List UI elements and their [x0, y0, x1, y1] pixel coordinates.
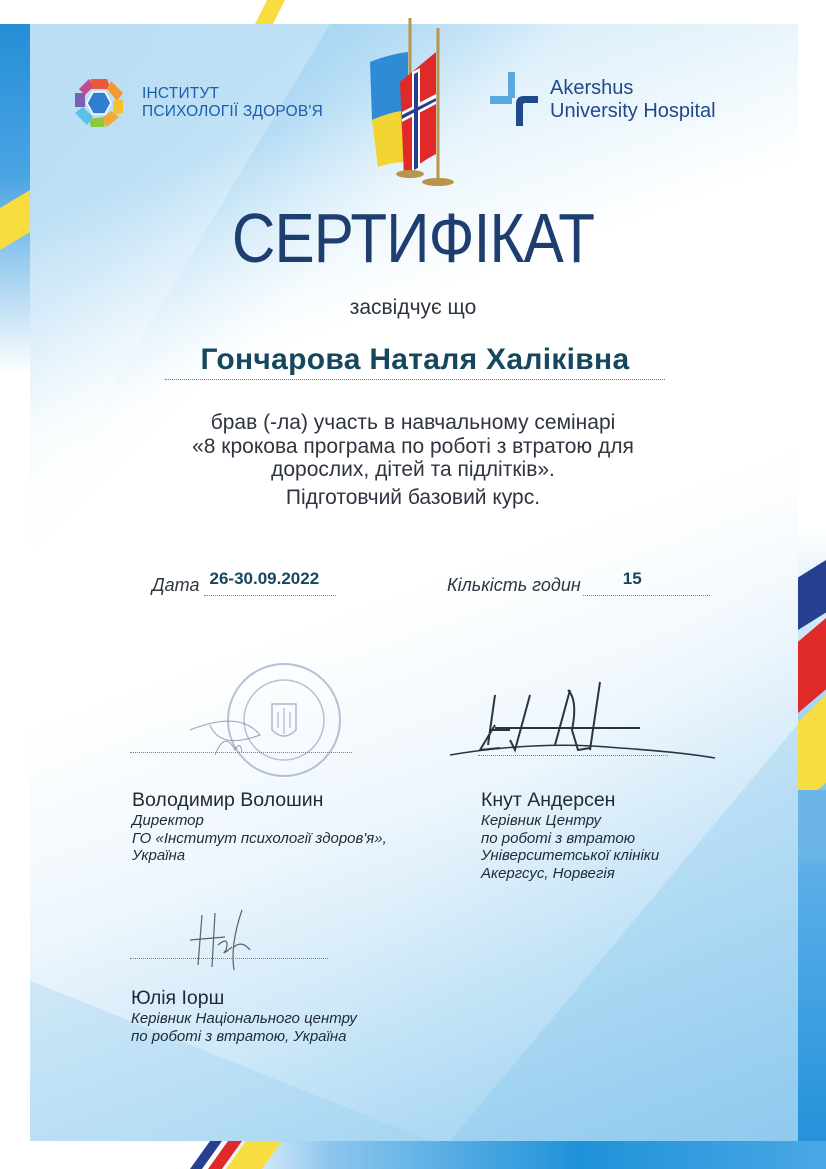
- left-border: [0, 0, 30, 1169]
- signer-role: ГО «Інститут психології здоров'я»,: [132, 829, 387, 847]
- signer-name: Володимир Волошин: [132, 789, 324, 811]
- signer-name: Кнут Андерсен: [481, 789, 616, 811]
- signature-line: [130, 958, 328, 959]
- certifies-text: засвідчує що: [349, 296, 477, 319]
- flag-stripes-bottom: [180, 1141, 290, 1169]
- signer-role: Україна: [132, 847, 186, 864]
- body-line: Підготовчий базовий курс.: [285, 485, 541, 509]
- certificate-title: СЕРТИФІКАТ: [231, 199, 595, 277]
- hospital-name-line2: University Hospital: [550, 100, 716, 122]
- signature-line: [478, 755, 668, 756]
- flag-stripes-right: [798, 560, 826, 860]
- hours-label: Кількість годин: [447, 575, 581, 595]
- signature-line: [130, 752, 352, 753]
- body-line: «8 крокова програма по роботі з втратою для: [192, 434, 634, 458]
- date-field: [152, 569, 336, 596]
- date-value: 26-30.09.2022: [209, 569, 320, 588]
- institute-logo: [70, 74, 323, 132]
- signer-2: [481, 789, 659, 882]
- body-line: брав (-ла) участь в навчальному семінарі: [210, 411, 616, 434]
- hours-value: 15: [622, 569, 642, 588]
- signer-1: [132, 789, 387, 865]
- signer-role: Керівник Центру: [481, 812, 602, 829]
- certificate-body: [0, 411, 826, 509]
- cross-logo-icon: [488, 70, 540, 130]
- signer-role: Університетської клініки: [481, 847, 660, 864]
- signature: [180, 905, 270, 975]
- signer-role: Керівник Національного центру: [131, 1010, 357, 1027]
- signer-role: по роботі з втратою, Україна: [131, 1027, 347, 1045]
- hours-field: [447, 569, 710, 596]
- signer-role: по роботі з втратою: [481, 829, 635, 847]
- signer-3: [131, 987, 357, 1045]
- recipient-line: [165, 343, 665, 380]
- institute-name-line2: ПСИХОЛОГІЇ ЗДОРОВ'Я: [142, 103, 323, 120]
- signer-role: Акергсус, Норвегія: [481, 864, 615, 882]
- date-label: Дата: [152, 575, 200, 595]
- flags-icon: [360, 12, 480, 187]
- recipient-name: Гончарова Наталя Халіківна: [200, 343, 630, 376]
- official-stamp: [180, 660, 380, 780]
- bottom-border: [0, 1141, 826, 1169]
- signer-role: Директор: [132, 812, 204, 829]
- institute-name-line1: ІНСТИТУТ: [142, 85, 220, 102]
- bg-facet: [450, 724, 798, 1141]
- body-line: дорослих, дітей та підлітків».: [271, 458, 555, 481]
- flower-hexagon-logo-icon: [70, 74, 128, 132]
- hospital-name-line1: Akershus: [550, 77, 634, 99]
- signer-name: Юлія Іорш: [131, 987, 225, 1009]
- hospital-logo: [488, 70, 716, 130]
